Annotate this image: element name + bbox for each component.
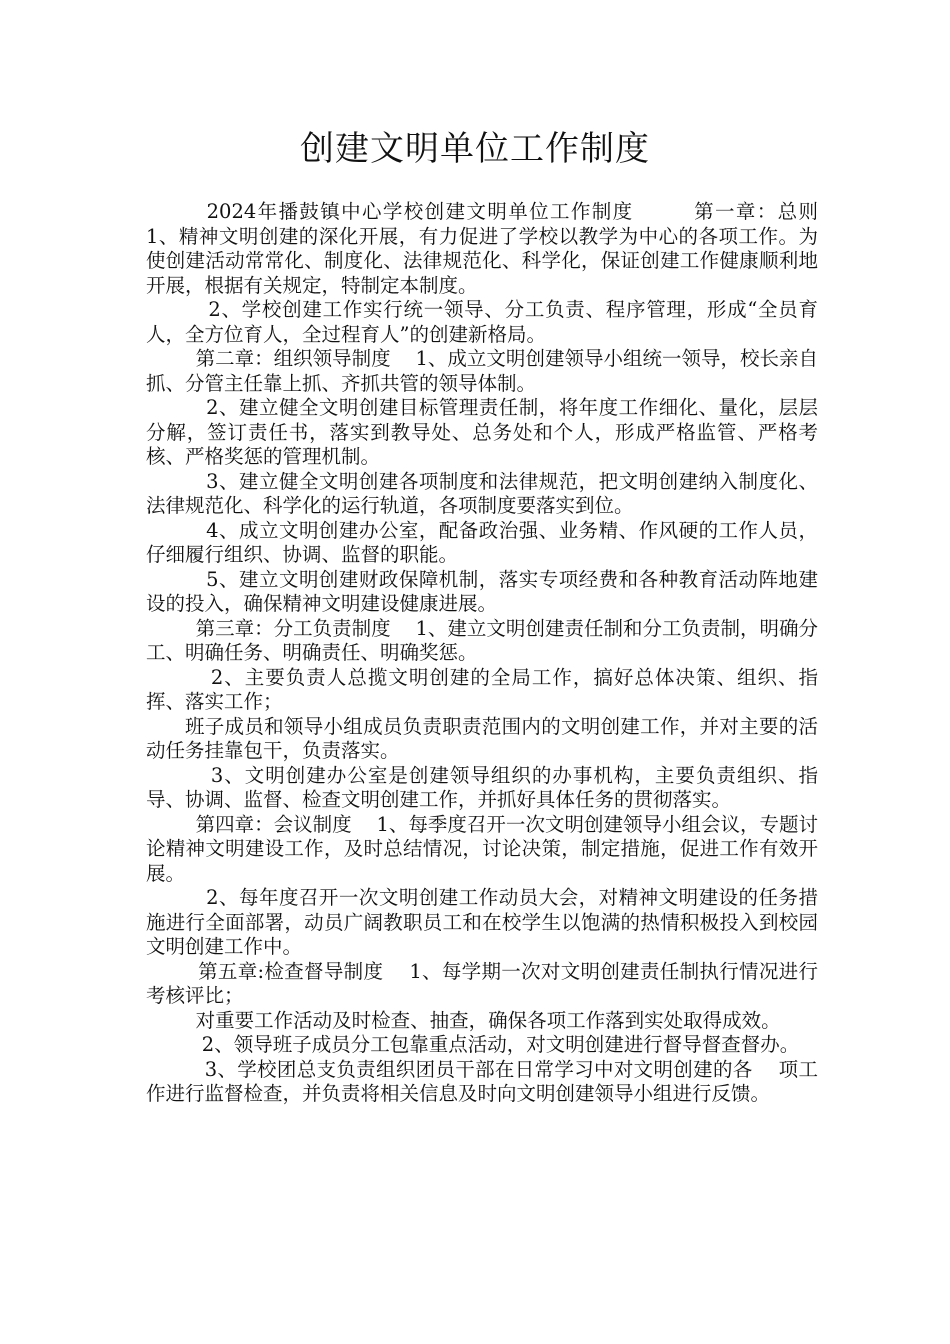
document-body: [146, 200, 843, 1107]
paragraph: 3、文明创建办公室是创建领导组织的办事机构，主要负责组织、指导、协调、监督、检查文明创建工作，并抓好具体任务的贯彻落实。: [146, 763, 818, 811]
paragraph: 3、建立健全文明创建各项制度和法律规范，把文明创建纳入制度化、法律规范化、科学化的运行轨道，各项制度要落实到位。: [146, 469, 818, 517]
paragraph-chapter-3: 第三章：分工负责制度 1、建立文明创建责任制和分工负责制，明确分工、明确任务、明确责任、明确奖惩。: [146, 616, 819, 664]
paragraph: 对重要工作活动及时检查、抽查，确保各项工作落到实处取得成效。: [146, 1008, 781, 1032]
paragraph: 2、每年度召开一次文明创建工作动员大会，对精神文明建设的任务措施进行全面部署，动员广阔教职员工和在校学生以饱满的热情积极投入到校园文明创建工作中。: [146, 886, 818, 958]
paragraph: 2、主要负责人总揽文明创建的全局工作，搞好总体决策、组织、指挥、落实工作；: [146, 665, 818, 713]
paragraph-chapter-5: 第五章:检查督导制度 1、每学期一次对文明创建责任制执行情况进行考核评比；: [146, 959, 818, 1007]
paragraph-chapter-2: 第二章：组织领导制度 1、成立文明创建领导小组统一领导，校长亲自抓、分管主任靠上抓、齐抓共管的领导体制。: [146, 347, 819, 395]
paragraph-intro-general: 2024年播鼓镇中心学校创建文明单位工作制度 第一章：总则 1、精神文明创建的深化开展，有力促进了学校以教学为中心的各项工作。为使创建活动常常化、制度化、法律规范化、科学化，保证创建工作健康顺利地开展，根据有关规定，特制定本制度。: [146, 200, 843, 297]
paragraph: 2、学校创建工作实行统一领导、分工负责、程序管理，形成“全员育人，全方位育人，全过程育人”的创建新格局。: [146, 298, 818, 346]
paragraph: 3、学校团总支负责组织团员干部在日常学习中对文明创建的各 项工作进行监督检查，并负责将相关信息及时向文明创建领导小组进行反馈。: [146, 1057, 818, 1105]
document-title: 创建文明单位工作制度: [300, 129, 650, 169]
paragraph: 5、建立文明创建财政保障机制，落实专项经费和各种教育活动阵地建设的投入，确保精神文明建设健康进展。: [146, 567, 818, 615]
paragraph: 2、建立健全文明创建目标管理责任制，将年度工作细化、量化，层层分解，签订责任书，落实到教导处、总务处和个人，形成严格监管、严格考核、严格奖惩的管理机制。: [146, 396, 818, 468]
paragraph: 班子成员和领导小组成员负责职责范围内的文明创建工作，并对主要的活动任务挂靠包干，负责落实。: [146, 714, 818, 762]
paragraph-chapter-4: 第四章：会议制度 1、每季度召开一次文明创建领导小组会议，专题讨论精神文明建设工作，及时总结情况，讨论决策，制定措施，促进工作有效开展。: [146, 812, 819, 885]
paragraph: 2、领导班子成员分工包靠重点活动，对文明创建进行督导督查督办。: [146, 1033, 800, 1056]
paragraph: 4、成立文明创建办公室，配备政治强、业务精、作风硬的工作人员，仔细履行组织、协调、监督的职能。: [146, 518, 818, 566]
